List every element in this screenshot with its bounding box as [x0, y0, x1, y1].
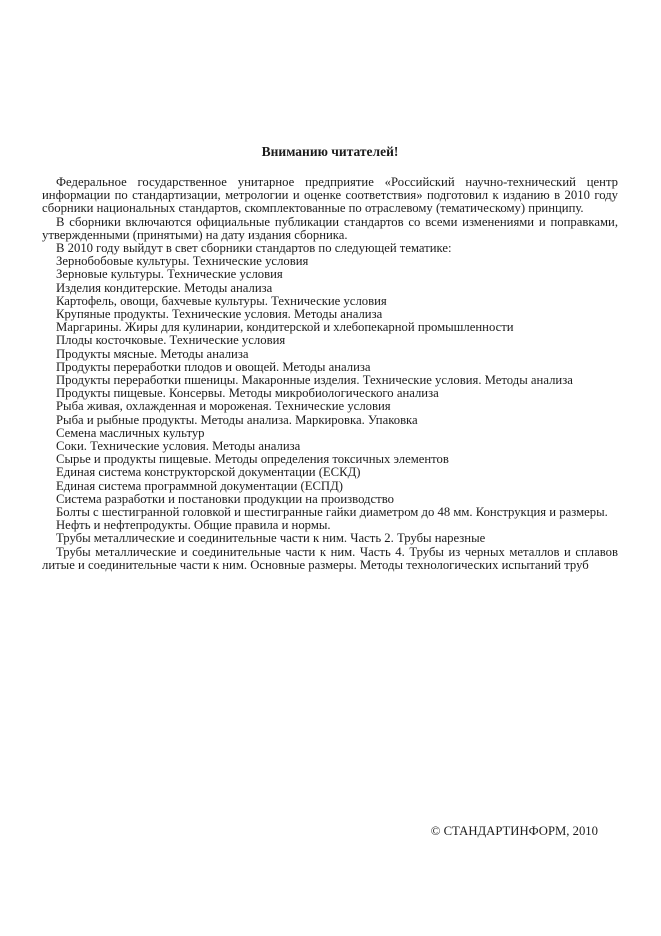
publication-item: Продукты переработки плодов и овощей. Методы анализа	[56, 359, 371, 374]
page-title: Вниманию читателей!	[261, 144, 399, 159]
publication-item: Продукты мясные. Методы анализа	[56, 346, 249, 361]
inclusion-paragraph: В сборники включаются официальные публикации стандартов со всеми изменениями и поправками, утвержденными (принятыми) на дату издания сборника.	[42, 214, 618, 242]
publication-item: Изделия кондитерские. Методы анализа	[56, 280, 273, 295]
publication-item: Система разработки и постановки продукции на производство	[56, 491, 394, 506]
publication-item: Соки. Технические условия. Методы анализа	[56, 439, 301, 454]
publication-item: Рыба и рыбные продукты. Методы анализа. Маркировка. Упаковка	[56, 412, 418, 427]
publication-item: Единая система программной документации (ЕСПД)	[56, 478, 343, 493]
publication-item: Нефть и нефтепродукты. Общие правила и нормы.	[56, 518, 331, 533]
publication-item: Плоды косточковые. Технические условия	[56, 333, 286, 348]
list-intro-paragraph: В 2010 году выйдут в свет сборники стандартов по следующей тематике:	[56, 241, 452, 256]
publication-item: Крупяные продукты. Технические условия. Методы анализа	[56, 307, 383, 322]
publication-item: Болты с шестигранной головкой и шестигранные гайки диаметром до 48 мм. Конструкция и размеры.	[56, 505, 608, 520]
publication-item: Зерновые культуры. Технические условия	[56, 267, 283, 282]
publication-item: Семена масличных культур	[56, 425, 205, 440]
publication-item: Продукты переработки пшеницы. Макаронные изделия. Технические условия. Методы анализа	[56, 373, 573, 388]
publication-item: Единая система конструкторской документации (ЕСКД)	[56, 465, 361, 480]
copyright-notice: © СТАНДАРТИНФОРМ, 2010	[430, 824, 598, 838]
intro-paragraph: Федеральное государственное унитарное предприятие «Российский научно-технический центр информации по стандартизации, метрологии и оценке соответствия» подготовил к изданию в 2010 году сборники национальных стандартов, скомплектованные по отраслевому (тематическому) принципу.	[42, 175, 618, 216]
publication-item: Продукты пищевые. Консервы. Методы микробиологического анализа	[56, 386, 439, 401]
publication-item: Сырье и продукты пищевые. Методы определения токсичных элементов	[56, 452, 449, 467]
publication-item: Картофель, овощи, бахчевые культуры. Технические условия	[56, 293, 387, 308]
publication-item: Трубы металлические и соединительные части к ним. Часть 2. Трубы нарезные	[56, 531, 486, 546]
publications-list	[42, 255, 618, 572]
publication-item: Трубы металлические и соединительные части к ним. Часть 4. Трубы из черных металлов и сплавов литые и соединительные части к ним. Основные размеры. Методы технологических испытаний труб	[42, 544, 618, 572]
publication-item: Маргарины. Жиры для кулинарии, кондитерской и хлебопекарной промышленности	[56, 320, 514, 335]
publication-item: Зернобобовые культуры. Технические условия	[56, 254, 309, 269]
document-content	[42, 144, 618, 572]
publication-item: Рыба живая, охлажденная и мороженая. Технические условия	[56, 399, 391, 414]
